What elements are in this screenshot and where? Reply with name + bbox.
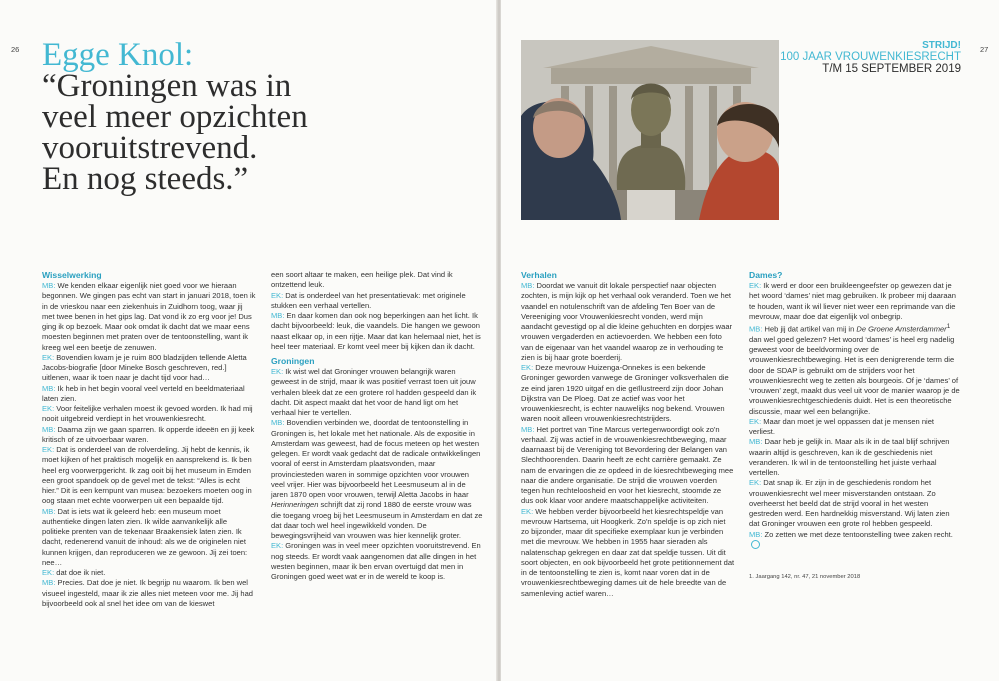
paragraph: MB: Bovendien verbinden we, doordat de tentoonstelling in Groningen is, het lokale met het nationale. Als de expositie in Amsterdam was geweest, had de focus meteen op het westen gelegen. Er wordt vaak gedacht dat de radicale ontwikkelingen vooral of eerst in Amsterdam plaatsvonden, maar provinciesteden waren in sommige opzichten voor vrouwen veel vrijer. Hier was bijvoorbeeld het Leesmuseum al in de jaren 1870 open voor vrouwen, terwijl Aletta Jacobs in haar Herinneringen schrijft dat zij rond 1880 de eerste vrouw was die toegang vroeg bij het Leesmuseum in Amsterdam en dat ze dat daar toch wel heel ingewikkeld vonden. De bewegingsvrijheid van vrouwen was hier kennelijk groter. xyxy=(271,418,483,540)
speaker-mb: MB: xyxy=(521,281,535,290)
speaker-ek: EK: xyxy=(42,445,55,454)
speaker-mb: MB: xyxy=(749,529,763,539)
speaker-ek: EK: xyxy=(521,363,534,372)
speaker-mb: MB: xyxy=(42,383,56,393)
speaker-mb: MB: xyxy=(42,281,56,290)
headline-quote-line-3: vooruitstrevend. xyxy=(42,130,258,166)
speaker-ek: EK: xyxy=(521,506,534,516)
headline-name: Egge Knol: xyxy=(42,37,194,73)
headline-quote-line-2: veel meer opzichten xyxy=(42,99,308,135)
paragraph: MB: Het portret van Tine Marcus vertegenwoordigt ook zo'n verhaal. Zij was actief in de vrouwenkiesrechtbeweging, maar daarnaast bij de Vereniging tot Bevordering der Belangen van Slechthoorenden. Daarin heeft ze echt carrière gemaakt. Ze nam de ervaringen die ze opdeed in de kiesrechtbeweging mee naar die andere organisatie. De strijd die vrouwen voerden tegen hun rechteloosheid en voor het kiesrecht, stoomde ze dus ook klaar voor andere maatschappelijke activiteiten. xyxy=(521,424,734,506)
speaker-ek: EK: xyxy=(42,352,55,362)
article-column-1 xyxy=(42,270,256,609)
paragraph: EK: Voor feitelijke verhalen moest ik gevoed worden. Ik had mij nooit uitgebreid verdiept in het vrouwenkiesrecht. xyxy=(42,404,253,424)
speaker-ek: EK: xyxy=(42,568,55,577)
paragraph: EK: Dat snap ik. Er zijn in de geschiedenis rondom het vrouwenkiesrecht wel meer misverstanden ontstaan. Zo overheerst het beeld dat de strijd vooral in het westen gestreden werd. Een hardnekkig misverstand. Wij laten zien dat Groninger vrouwen een grote rol hebben gespeeld. xyxy=(749,478,950,529)
section-heading-dames: Dames? xyxy=(749,270,783,280)
article-column-4 xyxy=(749,270,962,581)
paragraph: MB: Zo zetten we met deze tentoonstelling twee zaken recht. xyxy=(749,530,962,552)
speaker-ek: EK: xyxy=(749,416,762,426)
footnote: 1. Jaargang 142, nr. 47, 21 november 2018 xyxy=(749,574,861,581)
paragraph: MB: Precies. Dat doe je niet. Ik begrijp nu waarom. Ik ben wel visueel ingesteld, maar ik zie alles niet meteen voor me. Jij had bijvoorbeeld ook al snel het idee om van de kieswet xyxy=(42,578,253,608)
paragraph: EK: dat doe ik niet. xyxy=(42,568,106,577)
paragraph: EK: We hebben verder bijvoorbeeld het kiesrechtspeldje van mevrouw Hartsema, uit Hoogkerk. Zo'n speldje is op zich niet zo bijzonder, maar dit specifieke exemplaar kun je verbinden met die mevrouw. We hebben in 1955 haar sieraden als nalatenschap gekregen en daar zat dat speldje tussen. Uit dit soort objecten, en ook bijvoorbeeld het grote petitionnement dat in de tentoonstelling te zien is, komt naar voren dat in de vrouwenkiesrechtbeweging dames uit de hele breedte van de samenleving actief waren… xyxy=(521,506,735,598)
paragraph: EK: Ik werd er door een bruikleengeefster op gewezen dat je het woord ‘dames’ niet mag gebruiken. Ik probeer mij daaraan te houden, want ik wil liever niet weer een reprimande van die mevrouw, maar doe dat eigenlijk vol onbegrip. xyxy=(749,281,956,321)
paragraph: MB: Daar heb je gelijk in. Maar als ik in de taal blijf schrijven waarin altijd is geschreven, kan ik de geschiedenis niet veranderen. Ik wil in de tentoonstelling het juiste verhaal vertellen. xyxy=(749,437,950,478)
speaker-ek: EK: xyxy=(271,367,284,376)
headline xyxy=(42,37,482,197)
paragraph: MB: Daarna zijn we gaan sparren. Ik opperde ideeën en jij keek kritisch of ze uitvoerbaar waren. xyxy=(42,424,255,444)
end-mark-icon xyxy=(751,540,760,549)
paragraph: een soort altaar te maken, een heilige plek. Dat vind ik ontzettend leuk. xyxy=(271,270,453,290)
headline-quote-line-1: “Groningen was in xyxy=(42,68,292,104)
speaker-ek: EK: xyxy=(749,281,762,290)
page-number-right: 27 xyxy=(980,45,989,54)
headline-quote-line-4: En nog steeds.” xyxy=(42,161,249,197)
paragraph: MB: Ik heb in het begin vooral veel verteld en beeldmateriaal laten zien. xyxy=(42,383,245,403)
speaker-ek: EK: xyxy=(42,404,55,413)
statue-photo-illustration xyxy=(521,40,779,220)
speaker-ek: EK: xyxy=(271,541,284,551)
publication-title: De Groene Amsterdammer xyxy=(856,324,947,334)
statue-photo xyxy=(521,40,779,220)
speaker-ek: EK: xyxy=(271,290,284,300)
article-column-2 xyxy=(271,270,483,582)
paragraph: EK: Ik wist wel dat Groninger vrouwen belangrijk waren geweest in de strijd, maar ik was positief verrast toen uit jouw verhalen bleek dat ze een grotere rol hadden gespeeld dan ik dacht. Dit aspect maakt dat het voor de hand ligt om het verhaal hier te vertellen. xyxy=(271,367,477,417)
section-heading-groningen: Groningen xyxy=(271,356,315,366)
speaker-mb: MB: xyxy=(42,506,56,516)
paragraph: EK: Groningen was in veel meer opzichten vooruitstrevend. En nog steeds. Er wordt vaak aangenomen dat alle dingen in het westen beginnen, maar ik ben ervan overtuigd dat men in Groningen goed weet wat er in de wereld te koop is. xyxy=(271,541,481,581)
speaker-mb: MB: xyxy=(521,424,535,434)
paragraph: EK: Dat is onderdeel van de rolverdeling. Jij hebt de kennis, ik moet kijken of het praktisch mogelijk en aansprekend is. Ik ben heel erg voorwerpgericht. Ik zag ooit bij het museum in Emden een groot spandoek op de gevel met de tekst: “Alles is echt hier.” Dit is een kernpunt van musea: bezoekers moeten oog in oog staan met echte voorwerpen uit een bepaalde tijd. xyxy=(42,445,252,506)
paragraph: MB: En daar komen dan ook nog beperkingen aan het licht. Ik dacht bijvoorbeeld: leuk, die vaandels. Die hangen we gewoon naast elkaar op, in een rijtje. Maar dat kan helemaal niet, het is heel teer materiaal. Er komt veel meer bij kijken dan ik dacht. xyxy=(271,311,481,351)
speaker-ek: EK: xyxy=(749,478,762,488)
paragraph: EK: Dat is onderdeel van het presentatievak: met originele stukken een verhaal vertellen. xyxy=(271,290,466,310)
speaker-mb: MB: xyxy=(749,437,763,447)
paragraph: EK: Maar dan moet je wel oppassen dat je mensen niet verliest. xyxy=(749,416,935,437)
exhibition-kicker xyxy=(780,40,961,75)
article-column-3 xyxy=(521,270,735,599)
speaker-mb: MB: xyxy=(271,418,285,428)
kicker-title: 100 JAAR VROUWENKIESRECHT xyxy=(780,51,961,63)
section-heading-wisselwerking: Wisselwerking xyxy=(42,270,102,280)
paragraph: MB: Dat is iets wat ik geleerd heb: een museum moet authentieke dingen laten zien. Ik wilde aanvankelijk alle politieke prenten van de tekenaar Braakensiek laten zien. Ik dacht, redenerend vanuit de inhoud: als we de originelen niet kunnen krijgen, dan reproduceren we ze gewoon. Jij zei toen: nee… xyxy=(42,506,248,567)
speaker-mb: MB: xyxy=(42,424,56,434)
paragraph: EK: Deze mevrouw Huizenga-Onnekes is een bekende Groninger geworden vanwege de Groninger volksverhalen die ze eind jaren 1920 uitgaf en die geïllustreerd zijn door Johan Dijkstra van De Ploeg. Dat ze actief was voor het vrouwenkiesrecht, is echter nauwelijks nog bekend. Vrouwen waren nooit alleen vrouwenkiesrechtstrijders. xyxy=(521,363,729,424)
kicker-tag: STRIJD! xyxy=(922,40,961,51)
kicker-date: T/M 15 SEPTEMBER 2019 xyxy=(822,63,961,75)
paragraph: MB: Doordat we vanuit dit lokale perspectief naar objecten zochten, is mijn kijk op het verhaal ook veranderd. Toen we het vaandel en notulenschrift van de afdeling Ten Boer van de Vereeniging voor Vrouwenkiesrecht vonden, werd mijn aandacht gevestigd op al die kleine gehuchten en dorpjes waar vrouwen vergaderden en actievoerden. We hebben een foto van de eigenaar van het vaandel waarop ze in verhouding te zien is bij haar grote boerderij. xyxy=(521,281,733,362)
left-page xyxy=(0,0,497,681)
speaker-mb: MB: xyxy=(271,311,285,320)
speaker-mb: MB: xyxy=(42,578,56,588)
footnote-ref: 1 xyxy=(946,323,951,330)
speaker-mb: MB: xyxy=(749,324,763,334)
paragraph: EK: Bovendien kwam je je ruim 800 bladzijden tellende Aletta Jacobs-biografie [door Mineke Bosch geschreven, red.] uitlenen, waar ik toen naar je dacht tijd voor had… xyxy=(42,352,247,383)
paragraph: MB: We kenden elkaar eigenlijk niet goed voor we hieraan begonnen. We gingen pas echt van start in januari 2018, toen ik in de vrieskou naar een ziekenhuis in Zuidhorn toog, waar jij met twee benen in het gips lag. Dat vond ik zo erg voor je! Dus ging ik op bezoek. Maar ook omdat ik dacht dat we maar eens moesten beginnen met praten over de tentoonstelling, want ik kreeg wel een beetje de zenuwen. xyxy=(42,281,256,352)
book-title: Herinneringen xyxy=(271,500,319,510)
paragraph: MB: Heb jij dat artikel van mij in De Groene Amsterdammer$^1$ dan wel goed gelezen? Het woord ‘dames’ is heel erg nadelig geweest voor de beeldvorming over de vrouwenkiesrechtbeweging. Het is een denigrerende term die door de SDAP is gebruikt om de strijders voor het vrouwenkiesrecht weg te zetten als bourgeois. Of je ‘dames’ of ‘vrouwen’ zegt, maakt dus veel uit voor de manier waarop je de vrouwenkiesrechtgeschiedenis duidt. Het is een theoretische discussie, maar wel een belangrijke. xyxy=(749,323,960,416)
page-number-left: 26 xyxy=(11,45,20,54)
section-heading-verhalen: Verhalen xyxy=(521,270,557,280)
